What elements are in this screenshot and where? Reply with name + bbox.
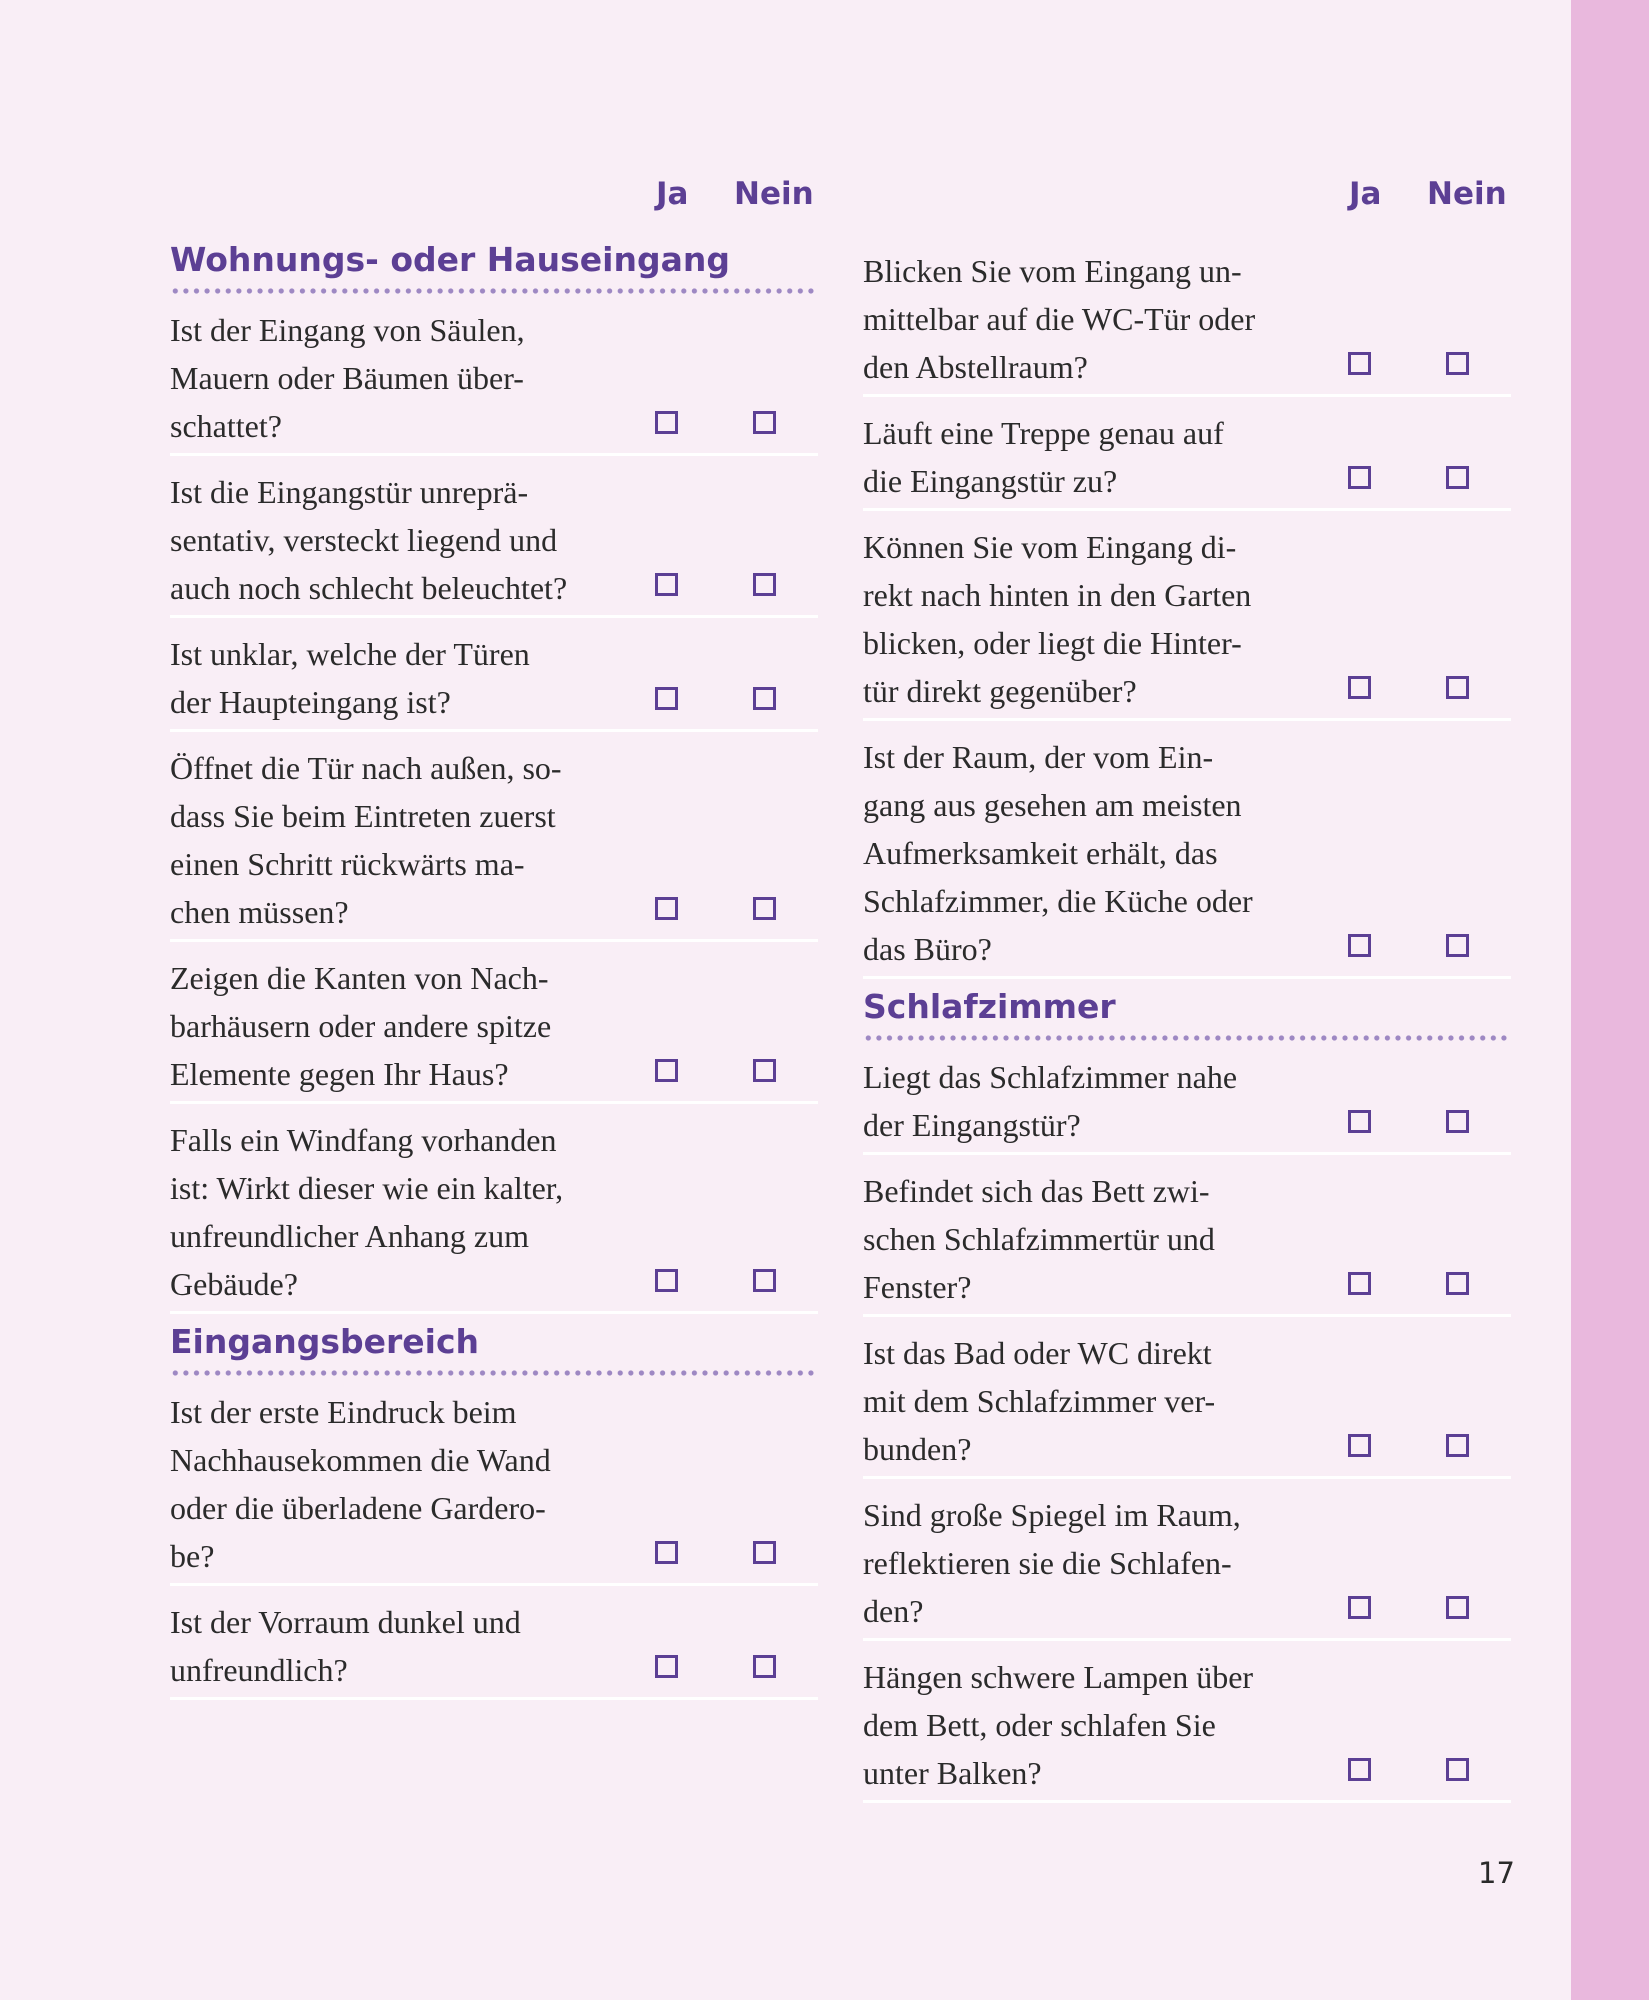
checkbox-nein[interactable] [1446,352,1469,375]
question-text [170,744,650,936]
question-text [863,1053,1343,1149]
checkbox-ja[interactable] [655,687,678,710]
question-line: der Eingangstür? [863,1107,1081,1143]
checkbox-nein[interactable] [753,897,776,920]
question-line: bunden? [863,1431,972,1467]
question-line: Ist der erste Eindruck beim [170,1394,517,1430]
section-title-text: Schlafzimmer [863,987,1116,1026]
checkbox-nein[interactable] [753,411,776,434]
question-line: barhäusern oder andere spitze [170,1008,552,1044]
question-line: Schlafzimmer, die Küche oder [863,883,1253,919]
question-line: Befindet sich das Bett zwi- [863,1173,1210,1209]
question-line: Fenster? [863,1269,972,1305]
question-text [170,306,650,450]
question-text [170,954,650,1098]
question-text [170,468,650,612]
question-text [170,1116,650,1308]
question-line: schattet? [170,408,282,444]
question-line: unfreundlicher Anhang zum [170,1218,529,1254]
checklist-item [170,456,818,618]
checklist-item [170,732,818,942]
question-line: schen Schlafzimmertür und [863,1221,1215,1257]
question-text [863,523,1343,715]
question-text [863,409,1343,505]
checkbox-nein[interactable] [753,573,776,596]
checkbox-ja[interactable] [1348,934,1371,957]
checkbox-ja[interactable] [1348,676,1371,699]
checkbox-nein[interactable] [1446,466,1469,489]
section-title-text: Wohnungs- oder Hauseingang [170,240,730,279]
checklist-item [170,1104,818,1314]
checklist-item [863,1041,1511,1155]
checkbox-nein[interactable] [1446,1758,1469,1781]
checklist-item [863,235,1511,397]
question-line: Aufmerksamkeit erhält, das [863,835,1218,871]
checkbox-ja[interactable] [655,1059,678,1082]
checkbox-nein[interactable] [1446,934,1469,957]
question-line: Mauern oder Bäumen über- [170,360,524,396]
checkbox-ja[interactable] [1348,1110,1371,1133]
question-line: das Büro? [863,931,992,967]
question-line: sentativ, versteckt liegend und [170,522,558,558]
question-text [863,1653,1343,1797]
checklist-item [170,1586,818,1700]
question-line: Ist der Vorraum dunkel und [170,1604,521,1640]
question-line: Elemente gegen Ihr Haus? [170,1056,509,1092]
checkbox-ja[interactable] [1348,352,1371,375]
checkbox-nein[interactable] [1446,1110,1469,1133]
question-line: dem Bett, oder schlafen Sie [863,1707,1216,1743]
question-line: mit dem Schlafzimmer ver- [863,1383,1216,1419]
checkbox-nein[interactable] [753,1269,776,1292]
checkbox-ja[interactable] [655,897,678,920]
checkbox-nein[interactable] [753,1059,776,1082]
question-text [863,733,1343,973]
checkbox-nein[interactable] [753,687,776,710]
section-title [170,232,818,294]
question-line: blicken, oder liegt die Hinter- [863,625,1242,661]
question-line: Ist der Eingang von Säulen, [170,312,525,348]
checklist-item [863,511,1511,721]
question-line: auch noch schlecht beleuchtet? [170,570,568,606]
question-line: Sind große Spiegel im Raum, [863,1497,1241,1533]
question-line: ist: Wirkt dieser wie ein kalter, [170,1170,564,1206]
question-line: be? [170,1538,215,1574]
page-edge-strip [1571,0,1649,2000]
question-line: die Eingangstür zu? [863,463,1118,499]
checklist-item [170,1376,818,1586]
question-line: mittelbar auf die WC-Tür oder [863,301,1256,337]
column-header-ja: Ja [1349,176,1382,212]
checklist-item [863,1317,1511,1479]
checkbox-ja[interactable] [1348,1596,1371,1619]
checklist-item [170,942,818,1104]
section-title-text: Eingangsbereich [170,1322,480,1361]
question-line: reflektieren sie die Schlafen- [863,1545,1232,1581]
question-line: tür direkt gegenüber? [863,673,1137,709]
question-line: Falls ein Windfang vorhanden [170,1122,557,1158]
page-number: 17 [1478,1856,1515,1890]
checklist-item [863,1155,1511,1317]
question-line: Liegt das Schlafzimmer nahe [863,1059,1238,1095]
question-line: der Haupteingang ist? [170,684,451,720]
question-line: Ist unklar, welche der Türen [170,636,530,672]
section-title [170,1314,818,1376]
checkbox-ja[interactable] [1348,1272,1371,1295]
checkbox-nein[interactable] [753,1655,776,1678]
checkbox-ja[interactable] [655,1269,678,1292]
question-line: Ist der Raum, der vom Ein- [863,739,1214,775]
checklist-item [170,294,818,456]
checkbox-ja[interactable] [655,1541,678,1564]
checkbox-nein[interactable] [1446,676,1469,699]
question-line: unter Balken? [863,1755,1042,1791]
question-line: Nachhausekommen die Wand [170,1442,551,1478]
column-header-ja: Ja [656,176,689,212]
question-line: rekt nach hinten in den Garten [863,577,1252,613]
question-line: dass Sie beim Eintreten zuerst [170,798,556,834]
question-text [863,247,1343,391]
checkbox-ja[interactable] [655,1655,678,1678]
question-line: Gebäude? [170,1266,298,1302]
question-line: Ist die Eingangstür unreprä- [170,474,529,510]
question-text [863,1491,1343,1635]
question-text [170,1388,650,1580]
question-text [170,630,650,726]
checkbox-nein[interactable] [1446,1272,1469,1295]
question-text [863,1329,1343,1473]
checkbox-nein[interactable] [753,1541,776,1564]
question-line: Blicken Sie vom Eingang un- [863,253,1242,289]
column-header-nein: Nein [734,176,814,212]
checkbox-nein[interactable] [1446,1434,1469,1457]
checkbox-ja[interactable] [655,573,678,596]
question-text [170,1598,650,1694]
question-line: Öffnet die Tür nach außen, so- [170,750,562,786]
checkbox-nein[interactable] [1446,1596,1469,1619]
question-line: den? [863,1593,924,1629]
checklist-item [170,618,818,732]
question-line: Können Sie vom Eingang di- [863,529,1237,565]
question-line: chen müssen? [170,894,349,930]
question-line: oder die überladene Gardero- [170,1490,546,1526]
question-line: unfreundlich? [170,1652,348,1688]
checkbox-ja[interactable] [1348,1758,1371,1781]
question-line: den Abstellraum? [863,349,1088,385]
question-line: Läuft eine Treppe genau auf [863,415,1224,451]
question-line: Hängen schwere Lampen über [863,1659,1254,1695]
question-line: einen Schritt rückwärts ma- [170,846,525,882]
checklist-item [863,721,1511,979]
question-line: Ist das Bad oder WC direkt [863,1335,1212,1371]
question-line: gang aus gesehen am meisten [863,787,1242,823]
question-line: Zeigen die Kanten von Nach- [170,960,549,996]
checklist-item [863,1479,1511,1641]
section-title [863,979,1511,1041]
checkbox-ja[interactable] [1348,1434,1371,1457]
checkbox-ja[interactable] [1348,466,1371,489]
checklist-item [863,1641,1511,1803]
column-header-nein: Nein [1427,176,1507,212]
checklist-item [863,397,1511,511]
question-text [863,1167,1343,1311]
checkbox-ja[interactable] [655,411,678,434]
